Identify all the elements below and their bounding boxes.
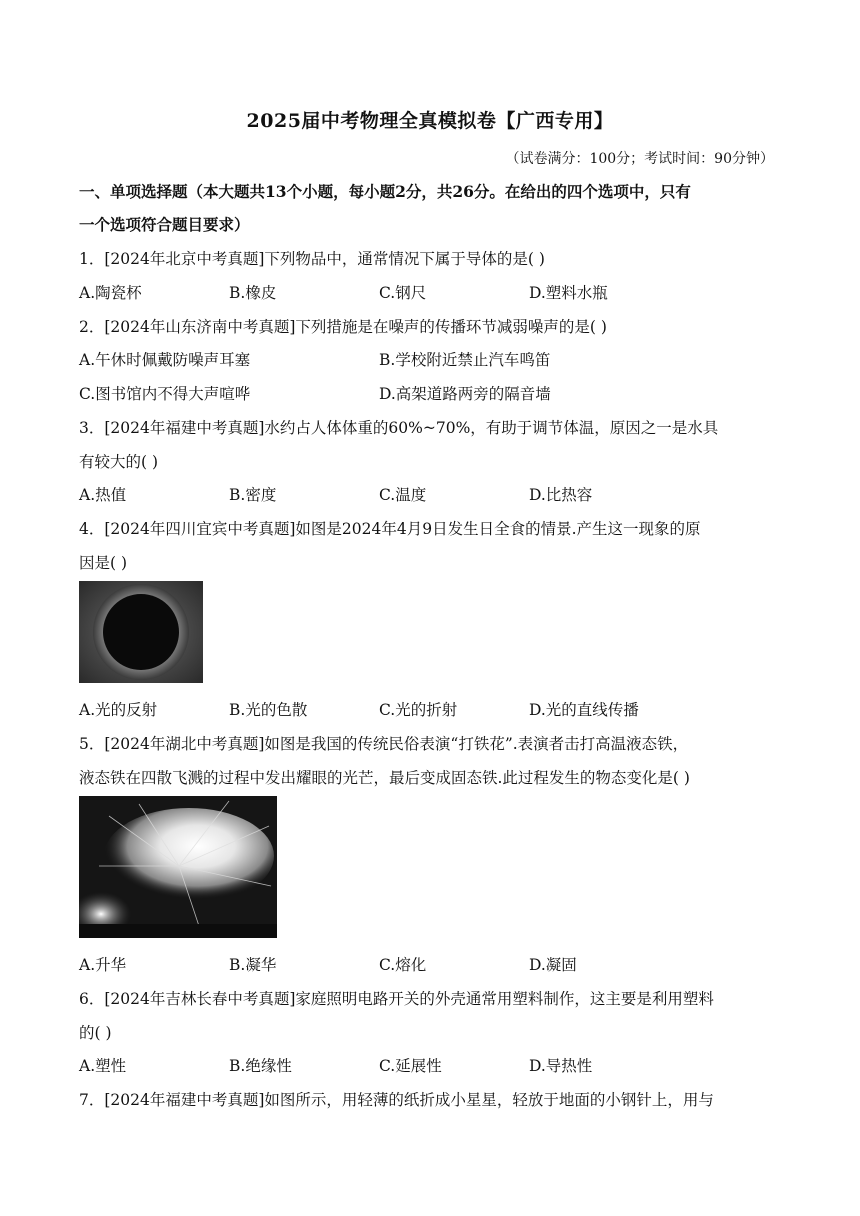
question-3-option-c: C.温度 bbox=[379, 486, 427, 504]
question-4-option-d: D.光的直线传播 bbox=[529, 701, 639, 719]
question-4-stem-line2: 因是( ) bbox=[79, 554, 128, 572]
question-2-option-c: C.图书馆内不得大声喧哗 bbox=[79, 385, 251, 403]
question-6-option-a: A.塑性 bbox=[79, 1057, 127, 1075]
question-5-option-c: C.熔化 bbox=[379, 956, 427, 974]
question-5-option-a: A.升华 bbox=[79, 956, 127, 974]
question-6-option-d: D.导热性 bbox=[529, 1057, 593, 1075]
question-5-option-b: B.凝华 bbox=[229, 956, 277, 974]
solar-eclipse-photo bbox=[79, 581, 203, 683]
question-4-option-c: C.光的折射 bbox=[379, 701, 458, 719]
question-3-option-b: B.密度 bbox=[229, 486, 277, 504]
question-4-option-a: A.光的反射 bbox=[79, 701, 158, 719]
question-7-stem-line1: 7．[2024年福建中考真题]如图所示，用轻薄的纸折成小星星，轻放于地面的小钢针上，用与 bbox=[79, 1091, 714, 1109]
question-1-option-d: D.塑料水瓶 bbox=[529, 284, 608, 302]
question-2-option-b: B.学校附近禁止汽车鸣笛 bbox=[379, 351, 551, 369]
section-heading-line1: 一、单项选择题（本大题共13个小题，每小题2分，共26分。在给出的四个选项中，只有 bbox=[79, 182, 691, 201]
question-4-stem-line1: 4．[2024年四川宜宾中考真题]如图是2024年4月9日发生日全食的情景.产生这一现象的原 bbox=[79, 520, 701, 538]
question-2-option-a: A.午休时佩戴防噪声耳塞 bbox=[79, 351, 251, 369]
question-6-option-c: C.延展性 bbox=[379, 1057, 442, 1075]
exam-info: （试卷满分：100分；考试时间：90分钟） bbox=[505, 151, 774, 167]
question-6-option-b: B.绝缘性 bbox=[229, 1057, 292, 1075]
question-6-stem-line2: 的( ) bbox=[79, 1024, 112, 1042]
question-2-option-d: D.高架道路两旁的隔音墙 bbox=[379, 385, 551, 403]
question-1-stem: 1．[2024年北京中考真题]下列物品中，通常情况下属于导体的是( ) bbox=[79, 250, 545, 268]
question-3-option-a: A.热值 bbox=[79, 486, 127, 504]
question-2-stem: 2．[2024年山东济南中考真题]下列措施是在噪声的传播环节减弱噪声的是( ) bbox=[79, 318, 607, 336]
question-5-stem-line1: 5．[2024年湖北中考真题]如图是我国的传统民俗表演“打铁花”.表演者击打高温液态铁， bbox=[79, 735, 689, 753]
question-3-stem-line1: 3．[2024年福建中考真题]水约占人体体重的60%~70%，有助于调节体温，原因之一是水具 bbox=[79, 419, 719, 437]
question-5-stem-line2: 液态铁在四散飞溅的过程中发出耀眼的光芒，最后变成固态铁.此过程发生的物态变化是( ) bbox=[79, 769, 690, 787]
question-6-stem-line1: 6．[2024年吉林长春中考真题]家庭照明电路开关的外壳通常用塑料制作，这主要是利用塑料 bbox=[79, 990, 714, 1008]
question-1-option-c: C.钢尺 bbox=[379, 284, 427, 302]
section-heading-line2: 一个选项符合题目要求） bbox=[79, 215, 250, 234]
question-4-option-b: B.光的色散 bbox=[229, 701, 308, 719]
question-5-option-d: D.凝固 bbox=[529, 956, 577, 974]
question-3-option-d: D.比热容 bbox=[529, 486, 593, 504]
iron-flower-performance-photo bbox=[79, 796, 277, 938]
question-1-option-b: B.橡皮 bbox=[229, 284, 277, 302]
page-title: 2025届中考物理全真模拟卷【广西专用】 bbox=[246, 110, 614, 132]
question-3-stem-line2: 有较大的( ) bbox=[79, 453, 159, 471]
question-1-option-a: A.陶瓷杯 bbox=[79, 284, 142, 302]
